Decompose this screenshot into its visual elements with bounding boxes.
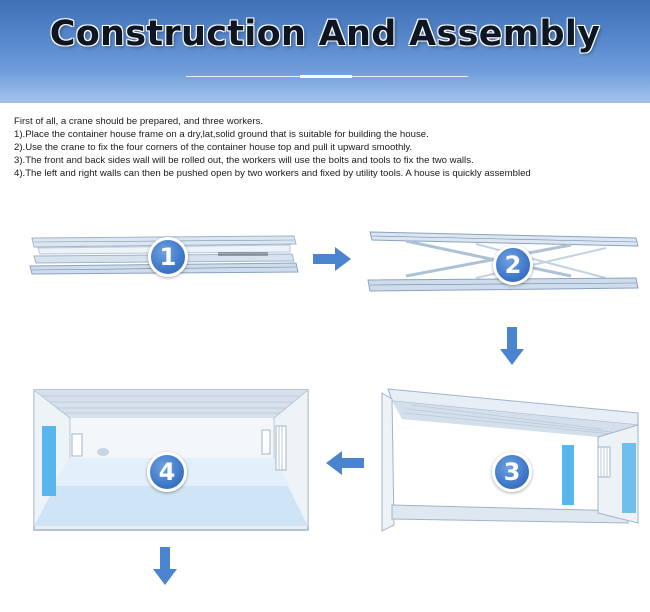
instruction-line: 4).The left and right walls can then be pushed open by two workers and fixed by utility tools. A house is quickly assembled <box>14 168 531 179</box>
header-banner <box>0 0 650 103</box>
instruction-line: 1).Place the container house frame on a dry,lat,solid ground that is suitable for building the house. <box>14 129 429 140</box>
step-badge-1: 1 <box>148 237 188 277</box>
arrow-down-icon <box>500 327 524 370</box>
step-2-illustration <box>366 228 640 296</box>
title-underline-accent <box>300 75 352 78</box>
arrow-down-icon <box>153 547 177 590</box>
step-badge-4: 4 <box>147 452 187 492</box>
page-title: Construction And Assembly <box>49 14 601 54</box>
instruction-line: 2).Use the crane to fix the four corners of the container house top and pull it upward smoothly. <box>14 142 413 153</box>
step-3-illustration <box>372 385 642 535</box>
step-1-illustration <box>28 230 300 280</box>
step-badge-3: 3 <box>492 452 532 492</box>
arrow-left-icon <box>326 451 364 480</box>
step-badge-2: 2 <box>493 245 533 285</box>
instructions <box>14 115 650 180</box>
instruction-line: 3).The front and back sides wall will be rolled out, the workers will use the bolts and tools to fix the two walls. <box>14 155 474 166</box>
arrow-right-icon <box>313 247 351 276</box>
title-underline <box>186 76 468 77</box>
instruction-line: First of all, a crane should be prepared, and three workers. <box>14 116 264 127</box>
step-4-illustration <box>30 386 312 534</box>
